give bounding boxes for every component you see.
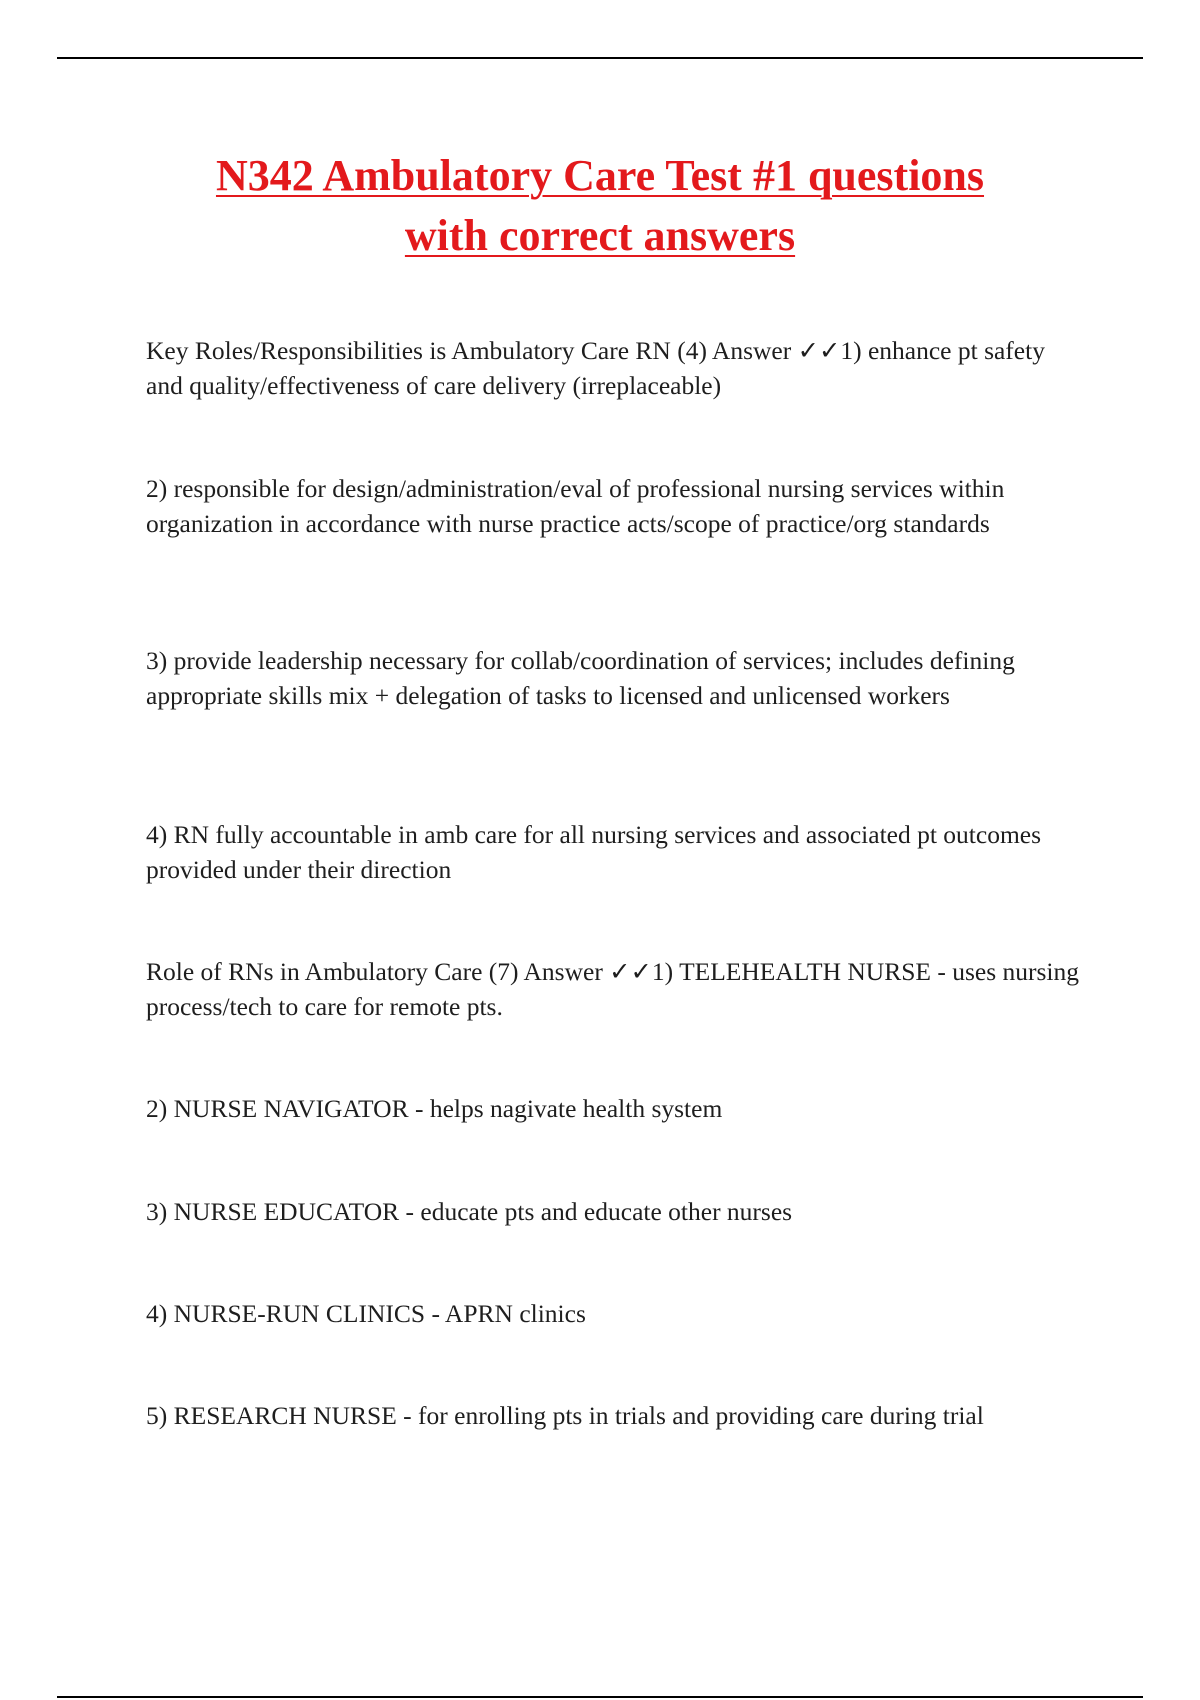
- paragraph-leadership: 3) provide leadership necessary for collab/coordination of services; includes defining appropriate skills mix + delegation of tasks to licensed and unlicensed workers: [146, 646, 1015, 710]
- paragraph-research-nurse: 5) RESEARCH NURSE - for enrolling pts in trials and providing care during trial: [146, 1401, 984, 1430]
- top-rule: [57, 57, 1143, 59]
- title-line-1: N342 Ambulatory Care Test #1 questions: [215, 151, 985, 200]
- paragraph-role-of-rns: Role of RNs in Ambulatory Care (7) Answer ✓✓1) TELEHEALTH NURSE - uses nursing process/tech to care for remote pts.: [146, 957, 1080, 1021]
- paragraph-nurse-educator: 3) NURSE EDUCATOR - educate pts and educate other nurses: [146, 1197, 793, 1226]
- bottom-rule: [57, 1696, 1143, 1698]
- paragraph-key-roles: Key Roles/Responsibilities is Ambulatory Care RN (4) Answer ✓✓1) enhance pt safety and quality/effectiveness of care delivery (irreplaceable): [146, 336, 1045, 400]
- document-title: [100, 146, 1100, 266]
- paragraph-design-administration: 2) responsible for design/administration/eval of professional nursing services within organization in accordance with nurse practice acts/scope of practice/org standards: [146, 474, 1005, 538]
- paragraph-nurse-run-clinics: 4) NURSE-RUN CLINICS - APRN clinics: [146, 1299, 586, 1328]
- title-line-2: with correct answers: [404, 211, 796, 260]
- paragraph-accountability: 4) RN fully accountable in amb care for all nursing services and associated pt outcomes provided under their direction: [146, 820, 1042, 884]
- paragraph-nurse-navigator: 2) NURSE NAVIGATOR - helps nagivate health system: [146, 1094, 723, 1123]
